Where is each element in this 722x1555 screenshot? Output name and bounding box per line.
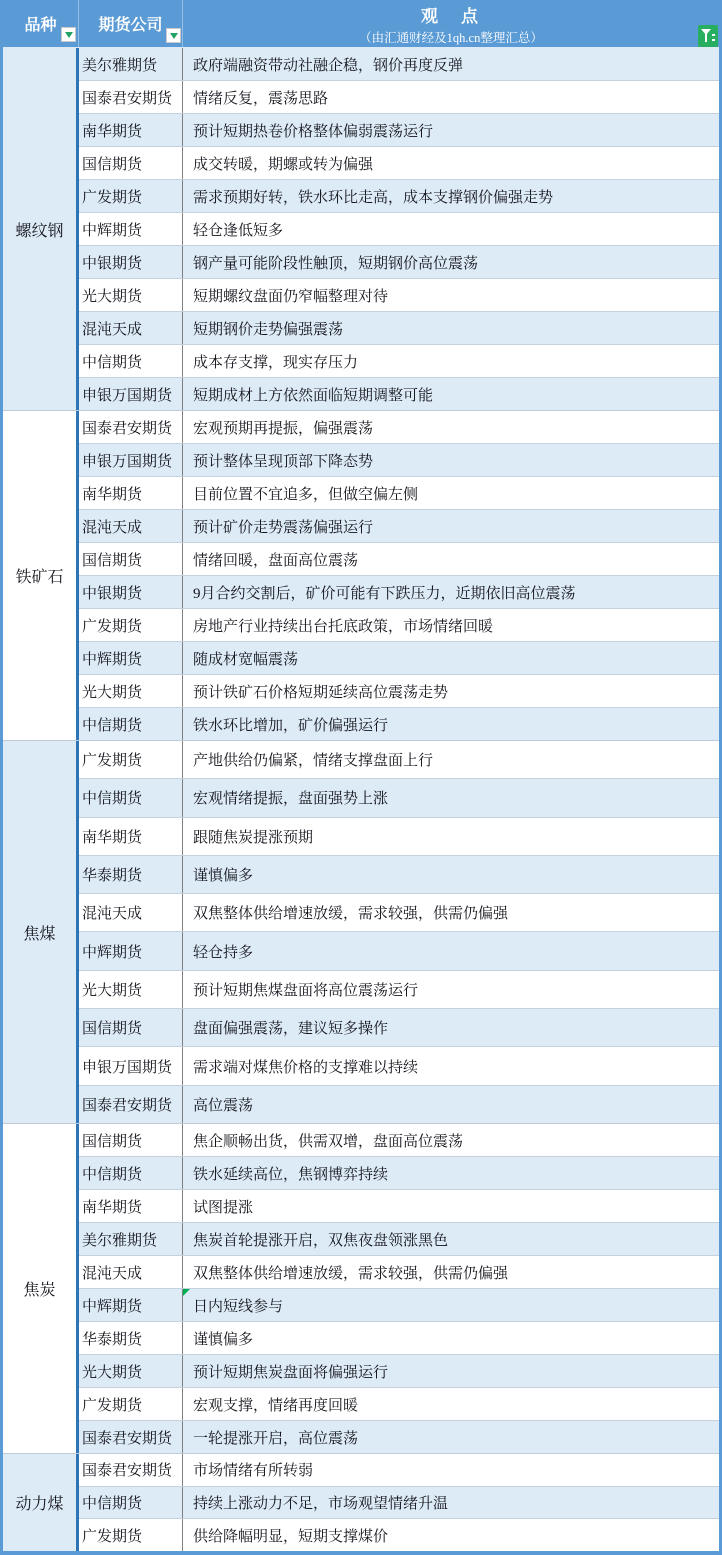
view-cell[interactable] [183,1322,719,1354]
table-row [79,477,719,510]
company-cell[interactable]: 南华期货 [79,818,183,855]
view-cell[interactable] [183,510,719,542]
table-row [79,48,719,81]
view-cell[interactable] [183,1190,719,1222]
view-text: 需求端对煤焦价格的支撑难以持续 [193,1059,419,1076]
company-cell[interactable]: 国泰君安期货 [79,1086,183,1123]
company-cell[interactable]: 光大期货 [79,675,183,707]
table-row [79,894,719,932]
view-text: 短期钢价走势偏强震荡 [193,321,344,338]
filter-dropdown-arrow-icon [65,32,73,38]
view-cell[interactable] [183,1289,719,1321]
view-text: 供给降幅明显，短期支撑煤价 [193,1528,389,1545]
filter-dropdown-arrow-icon [170,33,178,39]
table-row [79,1124,719,1157]
company-cell[interactable]: 广发期货 [79,180,183,212]
table-row [79,378,719,410]
company-cell[interactable]: 华泰期货 [79,1322,183,1354]
company-cell[interactable]: 中信期货 [79,1487,183,1519]
view-text: 预计矿价走势震荡偏强运行 [193,519,374,536]
view-cell[interactable] [183,1047,719,1084]
view-cell[interactable] [183,345,719,377]
commodity-section [3,411,719,741]
view-text: 市场情绪有所转弱 [193,1463,314,1480]
funnel-dot [712,39,715,41]
view-cell[interactable] [183,411,719,443]
view-cell[interactable] [183,1009,719,1046]
company-cell[interactable]: 中信期货 [79,1157,183,1189]
company-cell[interactable]: 国泰君安期货 [79,1421,183,1453]
table-row [79,779,719,817]
funnel-dot [712,34,715,36]
table-row [79,1190,719,1223]
commodity-section [3,48,719,411]
section-rows [79,741,719,1123]
view-text: 焦炭首轮提涨开启，双焦夜盘领涨黑色 [193,1232,449,1249]
section-rows [79,48,719,410]
company-cell[interactable]: 美尔雅期货 [79,48,183,80]
commodity-section [3,1124,719,1454]
view-text: 需求预期好转，铁水环比走高，成本支撑钢价偏强走势 [193,189,554,206]
company-cell[interactable]: 中信期货 [79,779,183,816]
company-cell[interactable]: 光大期货 [79,971,183,1008]
variety-cell[interactable]: 动力煤 [3,1454,79,1551]
view-cell[interactable] [183,213,719,245]
table-row [79,708,719,740]
company-cell[interactable]: 国泰君安期货 [79,1454,183,1486]
view-text: 房地产行业持续出台托底政策，市场情绪回暖 [193,618,494,635]
variety-header-label: 品种 [24,17,57,34]
company-cell[interactable]: 申银万国期货 [79,444,183,476]
variety-cell[interactable]: 螺纹钢 [3,48,79,410]
variety-cell[interactable]: 铁矿石 [3,411,79,740]
table-row [79,114,719,147]
table-row [79,1322,719,1355]
view-cell[interactable] [183,477,719,509]
company-cell[interactable]: 光大期货 [79,279,183,311]
view-cell[interactable] [183,971,719,1008]
view-text: 情绪回暖，盘面高位震荡 [193,552,359,569]
view-text: 一轮提涨开启，高位震荡 [193,1430,359,1447]
company-cell[interactable]: 广发期货 [79,1519,183,1551]
view-cell[interactable] [183,279,719,311]
view-text: 目前位置不宜追多，但做空偏左侧 [193,486,419,503]
table-row [79,543,719,576]
table-row [79,675,719,708]
view-cell[interactable] [183,1256,719,1288]
company-cell[interactable]: 中银期货 [79,576,183,608]
table-row [79,1086,719,1123]
table-row [79,1289,719,1322]
view-text: 宏观情绪提振，盘面强势上涨 [193,791,389,808]
view-text: 预计铁矿石价格短期延续高位震荡走势 [193,684,449,701]
table-row [79,279,719,312]
view-cell[interactable] [183,246,719,278]
company-cell[interactable]: 申银万国期货 [79,1047,183,1084]
company-cell[interactable]: 国泰君安期货 [79,411,183,443]
view-text: 短期螺纹盘面仍窄幅整理对待 [193,288,389,305]
view-cell[interactable] [183,576,719,608]
commodity-section [3,741,719,1124]
table-row [79,411,719,444]
table-row [79,1454,719,1487]
table-row [79,246,719,279]
table-row [79,932,719,970]
funnel-stem-shape [705,34,707,42]
view-text: 铁水延续高位，焦钢博弈持续 [193,1166,389,1183]
view-cell[interactable] [183,932,719,969]
view-text: 试图提涨 [193,1199,254,1216]
view-cell[interactable] [183,543,719,575]
table-row [79,213,719,246]
view-text: 9月合约交割后，矿价可能有下跌压力，近期依旧高位震荡 [193,585,576,602]
variety-filter-button[interactable] [61,27,76,42]
company-cell[interactable]: 美尔雅期货 [79,1223,183,1255]
view-text: 成交转暖，期螺或转为偏强 [193,156,374,173]
table-row [79,642,719,675]
company-cell[interactable]: 国信期货 [79,1009,183,1046]
company-cell[interactable]: 中辉期货 [79,932,183,969]
view-cell[interactable] [183,378,719,410]
view-text: 钢产量可能阶段性触顶，短期钢价高位震荡 [193,255,479,272]
view-cell[interactable] [183,147,719,179]
table-row [79,609,719,642]
table-body [3,48,719,1551]
company-cell[interactable]: 广发期货 [79,741,183,778]
table-row [79,1256,719,1289]
table-row [79,1487,719,1520]
company-cell[interactable]: 广发期货 [79,609,183,641]
view-cell[interactable] [183,180,719,212]
company-cell[interactable]: 南华期货 [79,477,183,509]
view-text: 预计短期焦煤盘面将高位震荡运行 [193,982,419,999]
company-cell[interactable]: 国信期货 [79,1124,183,1156]
table-header [3,0,719,48]
view-text: 产地供给仍偏紧，情绪支撑盘面上行 [193,753,434,770]
view-text: 谨慎偏多 [193,1331,254,1348]
view-text: 焦企顺畅出货，供需双增，盘面高位震荡 [193,1133,464,1150]
view-cell[interactable] [183,856,719,893]
view-text: 跟随焦炭提涨预期 [193,829,314,846]
company-cell[interactable]: 国泰君安期货 [79,81,183,113]
view-cell[interactable] [183,1388,719,1420]
company-cell[interactable]: 混沌天成 [79,1256,183,1288]
view-text: 短期成材上方依然面临短期调整可能 [193,387,434,404]
company-cell[interactable]: 中银期货 [79,246,183,278]
view-cell[interactable] [183,741,719,778]
view-cell[interactable] [183,1421,719,1453]
company-cell[interactable]: 混沌天成 [79,894,183,931]
view-cell[interactable] [183,1223,719,1255]
view-header-subtitle: （由汇通财经及1qh.cn整理汇总） [359,30,543,45]
table-row [79,1421,719,1453]
section-rows [79,1454,719,1551]
table-row [79,818,719,856]
view-text: 高位震荡 [193,1097,254,1114]
view-cell[interactable] [183,818,719,855]
view-cell[interactable] [183,444,719,476]
view-text: 随成材宽幅震荡 [193,651,299,668]
view-cell[interactable] [183,675,719,707]
view-cell[interactable] [183,1157,719,1189]
view-text: 持续上涨动力不足，市场观望情绪升温 [193,1496,449,1512]
view-cell[interactable] [183,609,719,641]
company-cell[interactable]: 中信期货 [79,345,183,377]
view-text: 成本存支撑，现实存压力 [193,354,359,371]
view-text: 日内短线参与 [193,1298,284,1315]
section-rows [79,411,719,740]
view-text: 双焦整体供给增速放缓，需求较强，供需仍偏强 [193,1265,509,1282]
variety-cell[interactable]: 焦煤 [3,741,79,1123]
table-row [79,1223,719,1256]
view-text: 预计短期焦炭盘面将偏强运行 [193,1364,389,1381]
company-cell[interactable]: 混沌天成 [79,312,183,344]
view-cell[interactable] [183,48,719,80]
header-view [183,0,719,47]
view-text: 情绪反复，震荡思路 [193,90,329,107]
company-cell[interactable]: 华泰期货 [79,856,183,893]
table-row [79,971,719,1009]
view-cell[interactable] [183,894,719,931]
view-text: 宏观支撑，情绪再度回暖 [193,1397,359,1414]
view-cell[interactable] [183,1355,719,1387]
table-row [79,147,719,180]
header-company [79,0,183,47]
view-cell[interactable] [183,1086,719,1123]
table-row [79,81,719,114]
company-cell[interactable]: 南华期货 [79,1190,183,1222]
company-cell[interactable]: 中辉期货 [79,1289,183,1321]
view-cell[interactable] [183,114,719,146]
company-cell[interactable]: 光大期货 [79,1355,183,1387]
table-row [79,741,719,779]
company-cell[interactable]: 南华期货 [79,114,183,146]
view-text: 谨慎偏多 [193,868,254,885]
view-cell[interactable] [183,312,719,344]
view-cell[interactable] [183,1487,719,1519]
company-cell[interactable]: 混沌天成 [79,510,183,542]
view-cell[interactable] [183,708,719,740]
commodity-section [3,1454,719,1551]
company-cell[interactable]: 中信期货 [79,708,183,740]
view-text: 预计整体呈现顶部下降态势 [193,453,374,470]
section-rows [79,1124,719,1453]
view-cell[interactable] [183,81,719,113]
filter-funnel-icon[interactable] [698,25,718,47]
view-text: 宏观预期再提振，偏强震荡 [193,420,374,437]
table-row [79,1355,719,1388]
table-row [79,1009,719,1047]
view-text: 轻仓逢低短多 [193,222,284,239]
table-row [79,510,719,543]
variety-cell[interactable]: 焦炭 [3,1124,79,1453]
table-row [79,1047,719,1085]
table-row [79,180,719,213]
view-text: 轻仓持多 [193,944,254,961]
view-text: 铁水环比增加，矿价偏强运行 [193,717,389,734]
view-cell[interactable] [183,1454,719,1486]
company-cell[interactable]: 广发期货 [79,1388,183,1420]
table-row [79,856,719,894]
table-row [79,576,719,609]
header-variety [3,0,79,47]
table-row [79,312,719,345]
view-text: 政府端融资带动社融企稳，钢价再度反弹 [193,57,464,74]
company-cell[interactable]: 中辉期货 [79,642,183,674]
table-row [79,1388,719,1421]
company-header-label: 期货公司 [98,17,163,34]
view-cell[interactable] [183,779,719,816]
company-cell[interactable]: 申银万国期货 [79,378,183,410]
company-cell[interactable]: 国信期货 [79,543,183,575]
company-filter-button[interactable] [166,28,181,43]
view-header-title: 观 点 [421,6,481,26]
view-cell[interactable] [183,1519,719,1551]
view-cell[interactable] [183,642,719,674]
table-row [79,1157,719,1190]
table-row [79,444,719,477]
view-cell[interactable] [183,1124,719,1156]
comment-corner-icon [183,1289,190,1296]
view-text: 双焦整体供给增速放缓，需求较强，供需仍偏强 [193,906,509,923]
table-row [79,1519,719,1551]
view-text: 预计短期热卷价格整体偏弱震荡运行 [193,123,434,140]
view-text: 盘面偏强震荡，建议短多操作 [193,1021,389,1038]
company-cell[interactable]: 中辉期货 [79,213,183,245]
company-cell[interactable]: 国信期货 [79,147,183,179]
table-row [79,345,719,378]
